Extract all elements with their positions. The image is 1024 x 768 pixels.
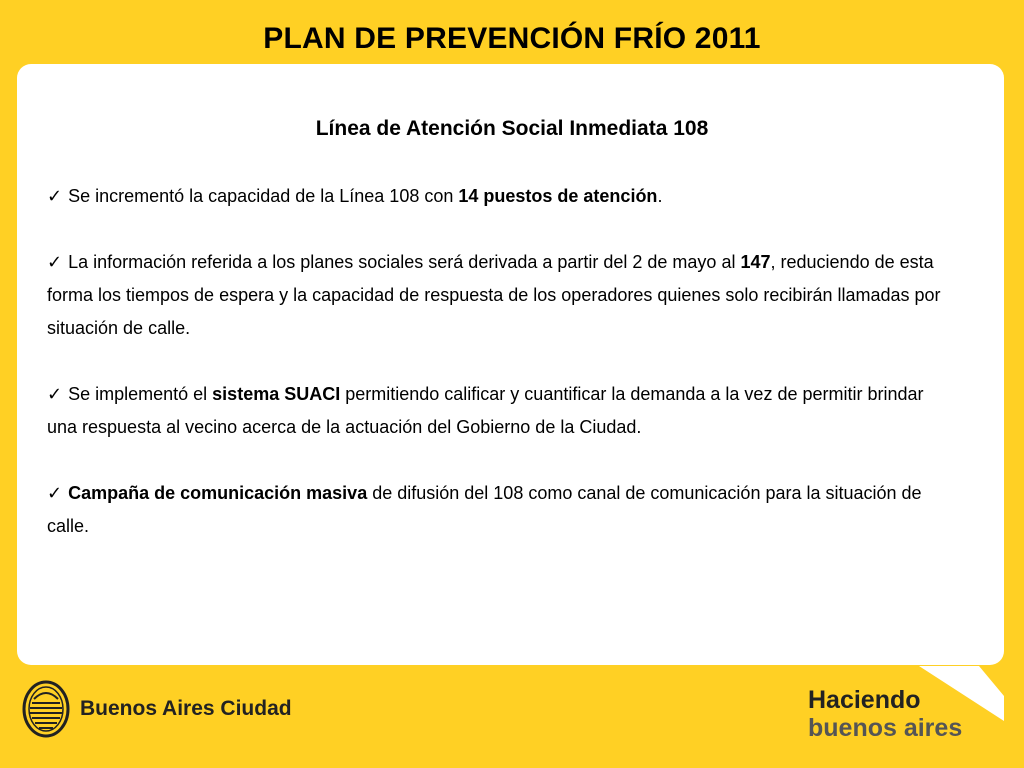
bullet-text: La información referida a los planes sociales será derivada a partir del 2 de mayo al bbox=[68, 252, 741, 272]
bullet-bold-text: 14 puestos de atención bbox=[458, 186, 658, 206]
slide-subtitle: Línea de Atención Social Inmediata 108 bbox=[315, 117, 709, 140]
bullet-text: permitiendo calificar y cuantificar la demanda a la vez de permitir brindar una respuesta al vecino acerca de la actuación del Gobierno de la Ciudad. bbox=[47, 384, 924, 437]
bullet-text: Se implementó el bbox=[68, 384, 213, 404]
bullet-bold-text: 147 bbox=[740, 252, 771, 272]
bullet-item bbox=[47, 180, 947, 213]
bullet-text: , reduciendo de esta forma los tiempos de espera y la capacidad de respuesta de los operadores quienes solo recibirán llamadas por situación de calle. bbox=[47, 252, 941, 338]
slogan bbox=[808, 686, 962, 742]
check-icon: ✓ bbox=[47, 186, 63, 206]
check-icon: ✓ bbox=[47, 384, 63, 404]
bullet-item bbox=[47, 378, 947, 444]
bullet-item bbox=[47, 246, 947, 345]
bullet-list bbox=[47, 180, 947, 576]
bullet-bold-text: sistema SUACI bbox=[212, 384, 341, 404]
bullet-text: Se incrementó la capacidad de la Línea 108 con bbox=[68, 186, 459, 206]
brand-name: Buenos Aires Ciudad bbox=[80, 697, 292, 720]
footer-brand bbox=[22, 679, 292, 739]
bullet-text: de difusión del 108 como canal de comunicación para la situación de calle. bbox=[47, 483, 922, 536]
bullet-item bbox=[47, 477, 947, 543]
city-emblem-icon bbox=[22, 679, 70, 739]
bullet-bold-text: Campaña de comunicación masiva bbox=[68, 483, 368, 503]
slogan-line-1: Haciendo bbox=[808, 686, 921, 714]
check-icon: ✓ bbox=[47, 483, 63, 503]
slogan-line-2: buenos aires bbox=[808, 714, 963, 742]
check-icon: ✓ bbox=[47, 252, 63, 272]
bullet-text: . bbox=[657, 186, 663, 206]
page-title: PLAN DE PREVENCIÓN FRÍO 2011 bbox=[263, 22, 761, 55]
